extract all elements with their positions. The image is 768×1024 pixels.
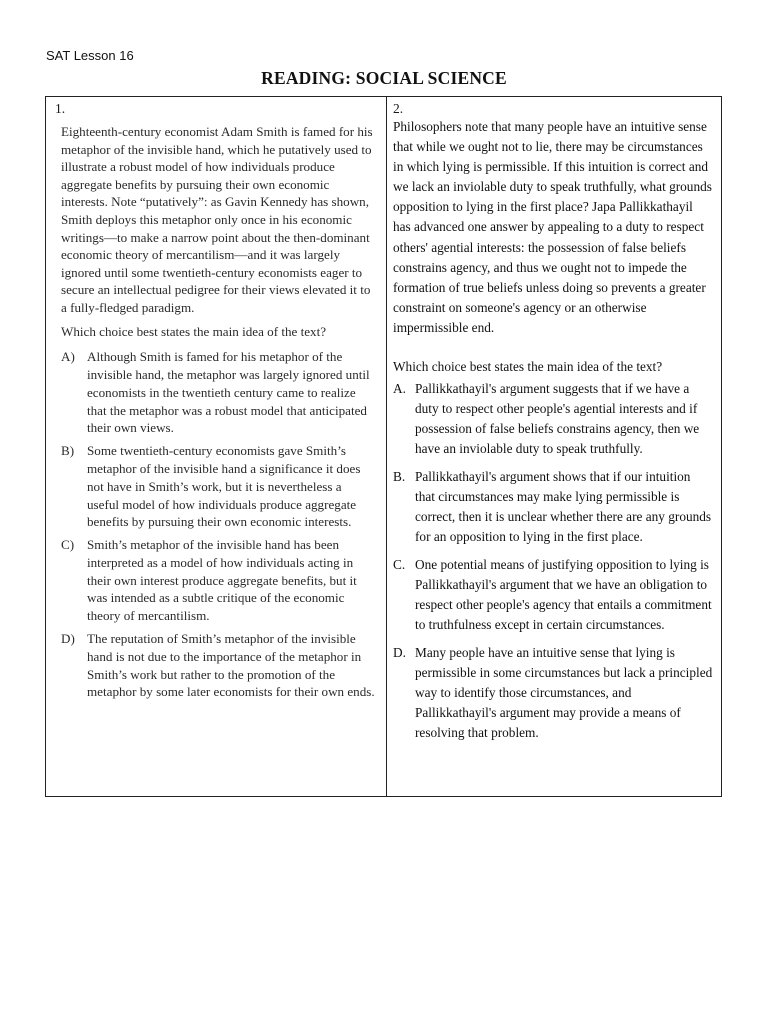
question-1-choice-b[interactable] [61,442,376,531]
choice-letter: B) [61,443,75,459]
question-2-choice-b[interactable] [393,467,713,547]
choice-text: Pallikkathayil's argument suggests that if we have a duty to respect other people's agential interests and if possession of false beliefs constrains agency, then we have an inviolable duty to speak truthfully. [415,381,700,457]
question-1-cell [46,97,387,796]
choice-text: One potential means of justifying opposition to lying is Pallikkathayil's argument that we have an obligation to respect other people's agency that entails a commitment to truthfulness except in certain circumstances. [415,557,712,633]
choice-text: Although Smith is famed for his metaphor of the invisible hand, the metaphor was largely ignored until economists in the twentieth century came to realize that the metaphor was a robust model that anticipated their own views. [87,349,370,436]
choice-text: Smith’s metaphor of the invisible hand has been interpreted as a model of how individuals acting in their own interest produce aggregate benefits, but it was intended as a subtle critique of the economic theory of mercantilism. [87,537,357,624]
question-1-choice-c[interactable] [61,536,376,625]
question-2-choice-d[interactable] [393,643,713,743]
question-1-choice-d[interactable] [61,630,376,701]
choice-text: Many people have an intuitive sense that lying is permissible in some circumstances but lack a principled way to identify those circumstances, and Pallikkathayil's argument may provide a means of resolving that problem. [415,645,713,741]
question-2-choice-a[interactable] [393,379,713,459]
choice-letter: C. [393,557,406,573]
choice-letter: D. [393,645,406,661]
question-1-number: 1. [55,101,66,116]
question-2-prompt: Which choice best states the main idea of the text? [393,359,663,375]
choice-letter: B. [393,469,406,485]
choice-letter: A. [393,381,406,397]
question-table [45,96,722,797]
question-2-choice-c[interactable] [393,555,713,635]
question-1-prompt: Which choice best states the main idea of the text? [61,323,327,339]
choice-text: Pallikkathayil's argument shows that if our intuition that circumstances may make lying permissible is correct, then it is unclear whether there are any grounds for an opposition to lying in the first place. [415,469,712,545]
choice-letter: D) [61,631,75,647]
question-2-choices [393,379,713,743]
question-2-number: 2. [393,101,404,116]
question-1-choices [55,348,376,701]
page-title: READING: SOCIAL SCIENCE [261,68,507,88]
choice-letter: A) [61,349,75,365]
question-2-cell [387,97,721,796]
lesson-label: SAT Lesson 16 [46,48,134,63]
choice-text: The reputation of Smith’s metaphor of the invisible hand is not due to the importance of the metaphor in Smith’s work but rather to the promotion of the metaphor by some later economists for their own ends. [87,631,375,700]
question-1-passage: Eighteenth-century economist Adam Smith is famed for his metaphor of the invisible hand, which he putatively used to illustrate a robust model of how individuals produce aggregate benefits by pursuing their own economic interests. Note “putatively”: as Gavin Kennedy has shown, Smith deploys this metaphor only once in his economic writings—to make a narrow point about the then-dominant economic theory of mercantilism—and it was largely ignored until some twentieth-century economists eager to secure an intellectual pedigree for their views elevated it to a fully-fledged paradigm. [61,124,373,315]
choice-text: Some twentieth-century economists gave Smith’s metaphor of the invisible hand a significance it does not have in Smith’s work, but it is nevertheless a useful model of how individuals produce aggregate benefits by pursuing their own economic interests. [87,443,361,530]
question-1-choice-a[interactable] [61,348,376,437]
question-2-passage: Philosophers note that many people have an intuitive sense that while we ought not to lie, there may be circumstances in which lying is permissible. If this intuition is correct and we lack an inviolable duty to speak truthfully, what grounds opposition to lying in the first place? Japa Pallikkathayil has advanced one answer by appealing to a duty to respect others' agential interests: the possession of false beliefs constrains agency, and thus we ought not to impede the formation of true beliefs unless doing so prevents a greater constraint on someone's agency or an otherwise impermissible end. [393,119,712,335]
choice-letter: C) [61,537,75,553]
